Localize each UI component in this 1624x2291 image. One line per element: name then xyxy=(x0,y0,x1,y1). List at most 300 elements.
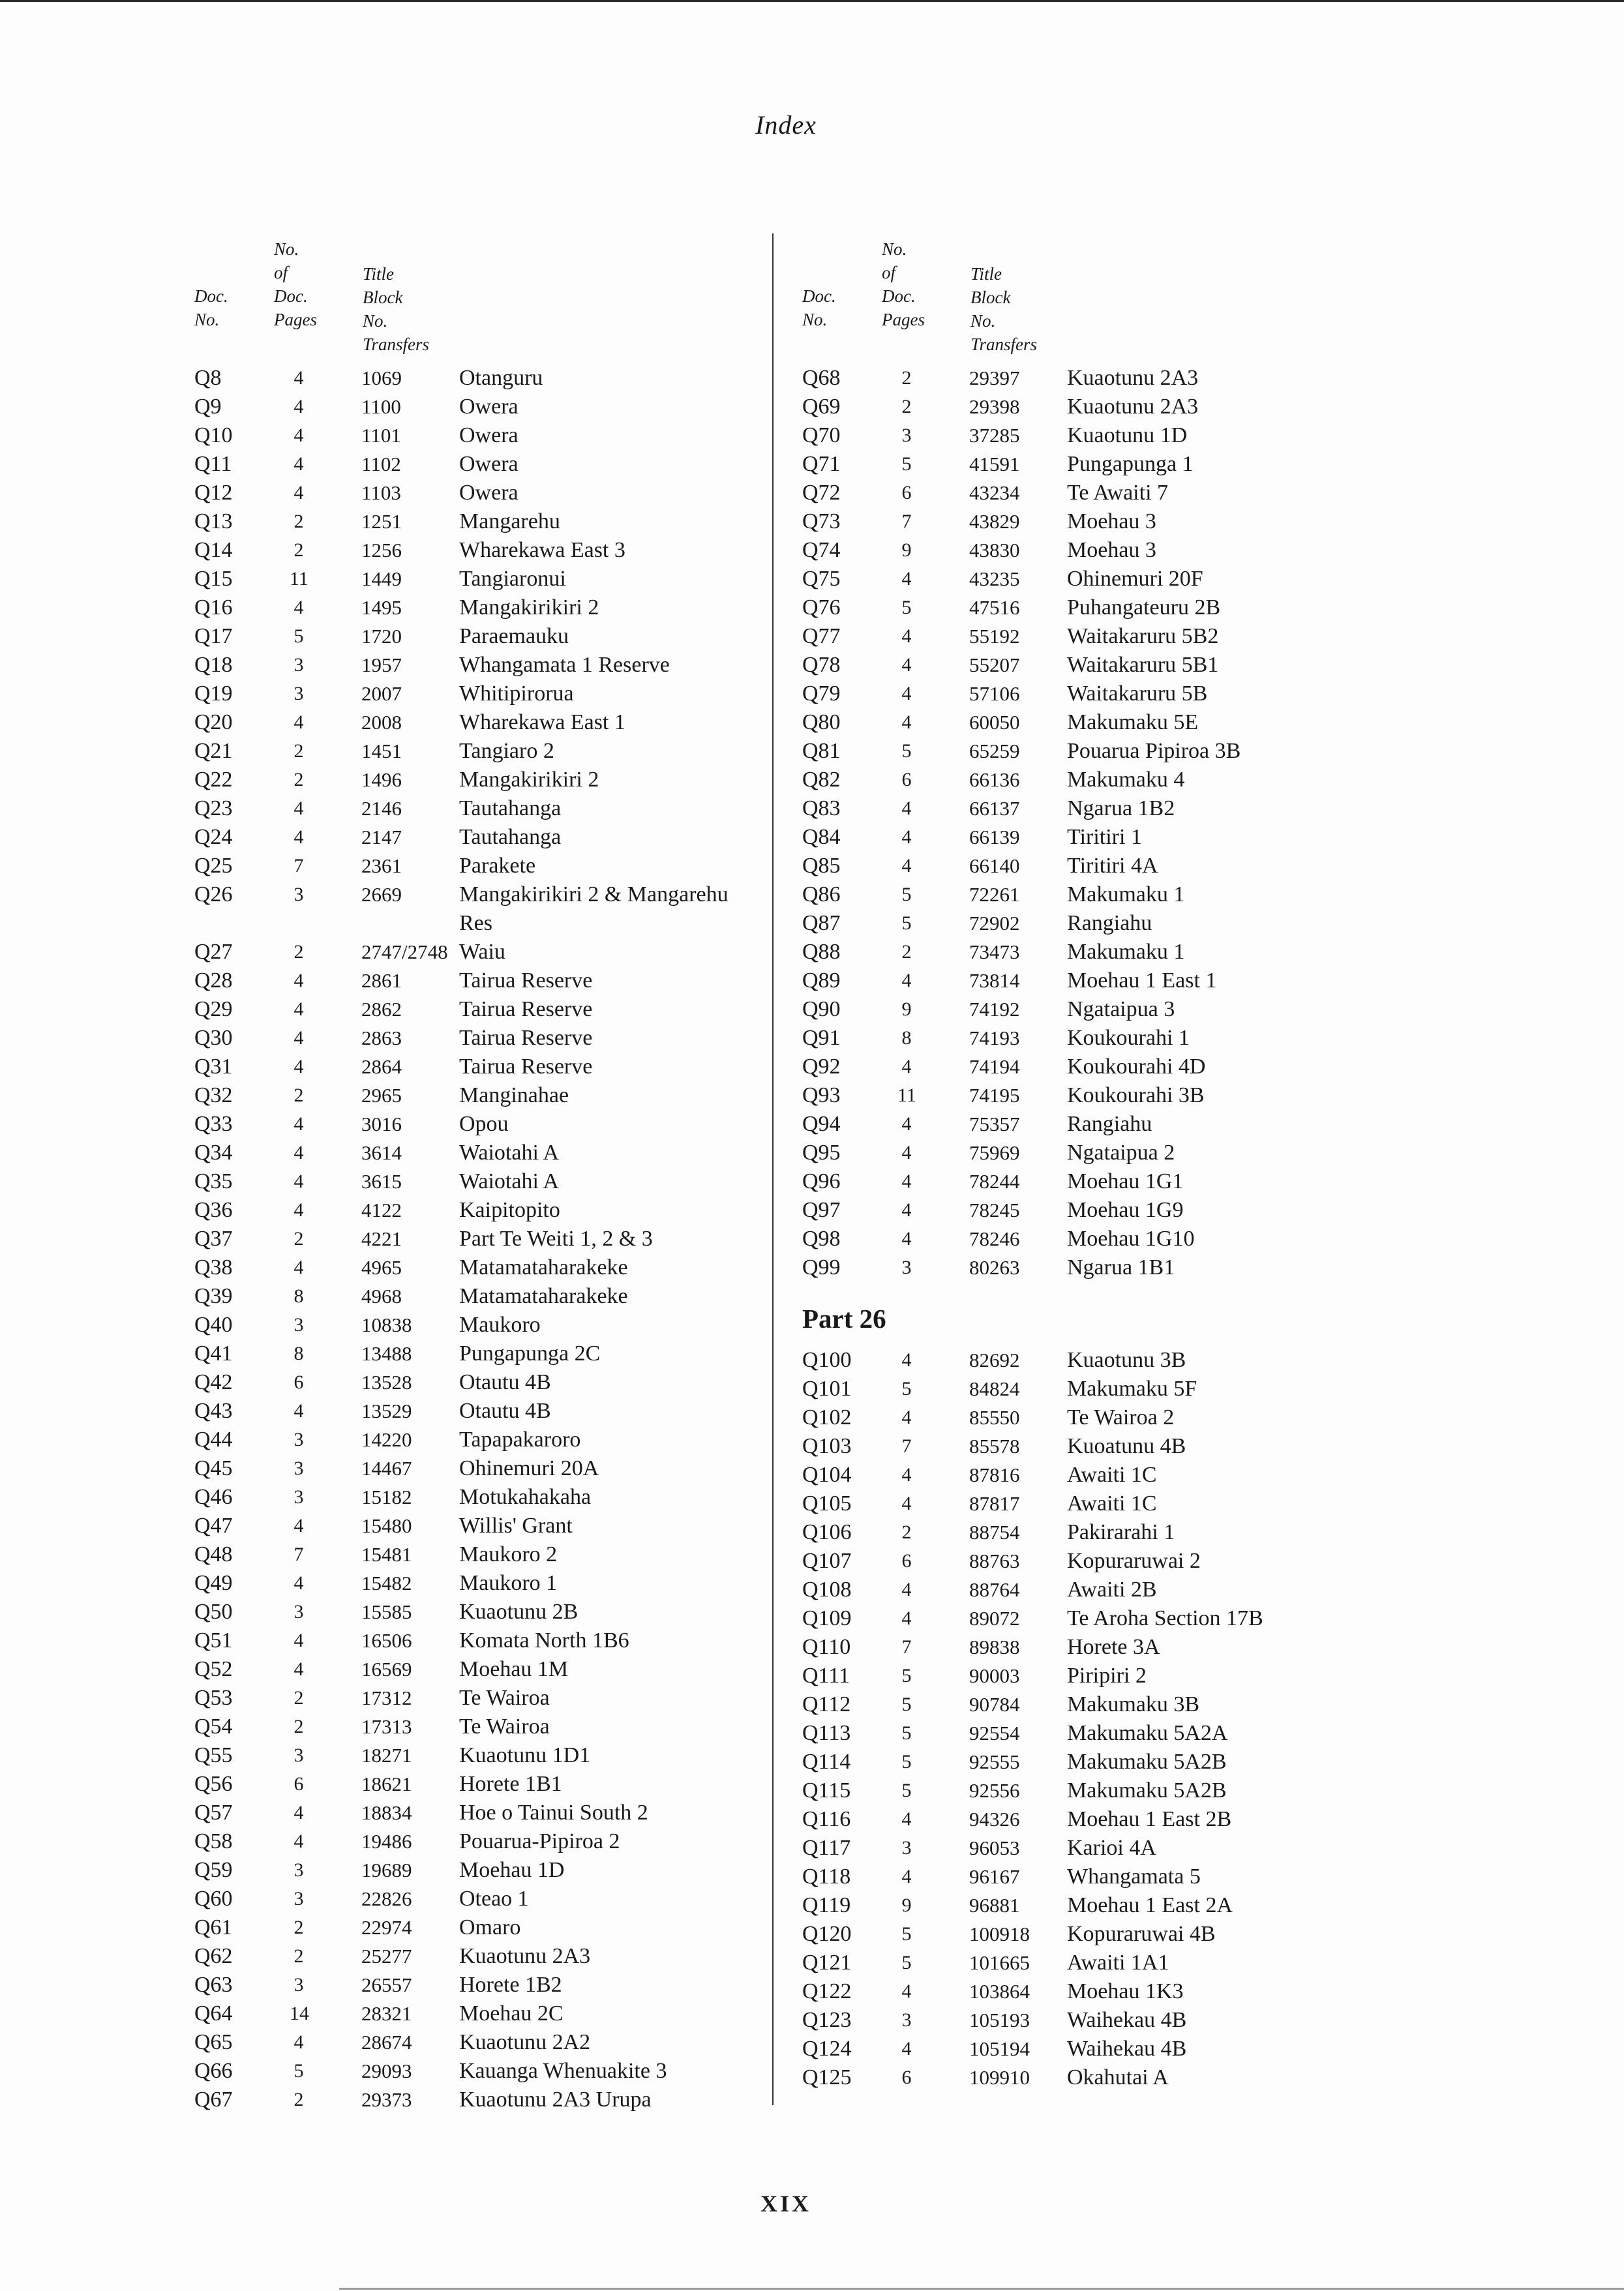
doc-number: Q83 xyxy=(802,796,841,820)
page-count: 3 xyxy=(293,1859,304,1881)
page-count: 4 xyxy=(901,1579,912,1600)
page-count: 4 xyxy=(901,654,912,676)
header-doc-no: Doc. No. xyxy=(802,286,836,329)
index-row xyxy=(802,938,1185,966)
title-block-number: 2747/2748 xyxy=(361,940,448,963)
block-name: Kauanga Whenuakite 3 xyxy=(459,2059,667,2083)
block-name: Awaiti 2B xyxy=(1067,1578,1157,1602)
page-count: 3 xyxy=(901,2009,912,2031)
doc-number: Q61 xyxy=(194,1915,233,1939)
block-name: Makumaku 5A2B xyxy=(1067,1750,1227,1774)
doc-number: Q90 xyxy=(802,997,841,1021)
title-block-number: 89838 xyxy=(969,1636,1020,1658)
page-count: 5 xyxy=(901,884,912,905)
block-name: Moehau 1M xyxy=(459,1657,569,1681)
title-block-number: 28321 xyxy=(361,2002,412,2025)
doc-number: Q63 xyxy=(194,1973,233,1997)
doc-number: Q49 xyxy=(194,1571,233,1595)
title-block-number: 60050 xyxy=(969,711,1020,734)
title-block-number: 96167 xyxy=(969,1865,1020,1888)
block-name: Hoe o Tainui South 2 xyxy=(459,1801,648,1825)
title-block-number: 84824 xyxy=(969,1377,1020,1400)
title-block-number: 15481 xyxy=(361,1543,412,1566)
page-count: 3 xyxy=(293,1974,304,1996)
title-block-number: 88754 xyxy=(969,1521,1020,1544)
page-count: 6 xyxy=(293,1773,304,1795)
doc-number: Q103 xyxy=(802,1434,852,1458)
doc-number: Q32 xyxy=(194,1083,233,1107)
block-name: Kuaotunu 2A3 xyxy=(1067,395,1199,419)
page-count: 4 xyxy=(293,1400,304,1422)
block-name: Maukoro 2 xyxy=(459,1542,558,1566)
block-name: Matamataharakeke xyxy=(459,1284,628,1308)
title-block-number: 26557 xyxy=(361,1973,412,1996)
page-count: 4 xyxy=(293,1056,304,1077)
index-row xyxy=(802,1863,1201,1891)
title-block-number: 78245 xyxy=(969,1199,1020,1221)
title-block-number: 89072 xyxy=(969,1607,1020,1630)
index-row xyxy=(802,995,1175,1024)
doc-number: Q87 xyxy=(802,911,841,935)
index-row xyxy=(802,1949,1169,1977)
page-count: 6 xyxy=(901,1550,912,1572)
block-name: Moehau 1K3 xyxy=(1067,1979,1184,2003)
doc-number: Q51 xyxy=(194,1628,233,1653)
block-name: Makumaku 5E xyxy=(1067,710,1199,734)
doc-number: Q11 xyxy=(194,452,232,476)
block-name: Puhangateuru 2B xyxy=(1067,595,1221,620)
title-block-number: 73473 xyxy=(969,940,1020,963)
block-name: Tairua Reserve xyxy=(459,997,593,1021)
index-column-right xyxy=(802,228,1263,2092)
doc-number: Q96 xyxy=(802,1169,841,1193)
block-name: Ngarua 1B2 xyxy=(1067,796,1175,820)
index-row xyxy=(802,1690,1200,1719)
index-row xyxy=(802,479,1169,507)
title-block-number: 3614 xyxy=(361,1141,402,1164)
page-count: 4 xyxy=(901,2038,912,2059)
title-block-number: 88763 xyxy=(969,1550,1020,1572)
title-block-number: 92556 xyxy=(969,1779,1020,1802)
doc-number: Q105 xyxy=(802,1491,852,1516)
block-name: Kopuraruwai 4B xyxy=(1067,1922,1216,1946)
page-count: 4 xyxy=(901,683,912,704)
block-name: Owera xyxy=(459,423,519,447)
page-count: 4 xyxy=(901,1866,912,1887)
block-name: Otanguru xyxy=(459,366,543,390)
title-block-number: 15482 xyxy=(361,1572,412,1595)
block-name: Moehau 1 East 2B xyxy=(1067,1807,1232,1831)
title-block-number: 72902 xyxy=(969,912,1020,935)
index-row xyxy=(802,1633,1160,1662)
index-row xyxy=(802,1225,1195,1253)
title-block-number: 82692 xyxy=(969,1349,1020,1371)
scan-edge-bottom xyxy=(339,2288,1624,2290)
page-count: 2 xyxy=(293,740,304,762)
block-name: Owera xyxy=(459,395,519,419)
page-count: 4 xyxy=(901,855,912,876)
doc-number: Q19 xyxy=(194,681,233,706)
title-block-number: 2008 xyxy=(361,711,402,734)
index-row xyxy=(802,966,1217,995)
block-name: Omaro xyxy=(459,1915,521,1939)
index-row xyxy=(802,1461,1157,1490)
index-row xyxy=(802,1053,1206,1081)
title-block-number: 1101 xyxy=(361,424,401,447)
page-count: 3 xyxy=(901,425,912,446)
block-name: Opou xyxy=(459,1112,509,1136)
title-block-number: 37285 xyxy=(969,424,1020,447)
block-name: Tairua Reserve xyxy=(459,968,593,993)
title-block-number: 2863 xyxy=(361,1026,402,1049)
title-block-number: 74193 xyxy=(969,1026,1020,1049)
title-block-number: 4965 xyxy=(361,1256,402,1279)
title-block-number: 17313 xyxy=(361,1715,412,1738)
page-count: 4 xyxy=(293,396,304,417)
block-name: Kuaotunu 2A3 xyxy=(459,1944,591,1968)
title-block-number: 105194 xyxy=(969,2037,1030,2060)
block-name: Te Wairoa xyxy=(459,1715,550,1739)
block-name: Mangarehu xyxy=(459,509,560,533)
page-count: 3 xyxy=(901,1257,912,1278)
doc-number: Q9 xyxy=(194,395,222,419)
page-count: 4 xyxy=(293,1515,304,1536)
page-number: XIX xyxy=(760,2191,811,2217)
index-row xyxy=(802,2035,1187,2063)
page-count: 4 xyxy=(901,970,912,991)
page-count: 7 xyxy=(901,1435,912,1457)
block-name: Horete 1B2 xyxy=(459,1973,562,1997)
index-row xyxy=(802,507,1156,536)
title-block-number: 43234 xyxy=(969,481,1020,504)
title-block-number: 4221 xyxy=(361,1227,402,1250)
title-block-number: 25277 xyxy=(361,1945,412,1968)
block-name: Pungapunga 2C xyxy=(459,1341,601,1366)
index-rows-right xyxy=(802,364,1241,1282)
part-heading: Part 26 xyxy=(802,1304,886,1334)
doc-number: Q55 xyxy=(194,1743,233,1767)
index-row xyxy=(802,1834,1156,1863)
doc-number: Q69 xyxy=(802,395,841,419)
doc-number: Q36 xyxy=(194,1198,233,1222)
title-block-number: 1103 xyxy=(361,481,401,504)
page-count: 3 xyxy=(293,1601,304,1623)
doc-number: Q38 xyxy=(194,1255,233,1280)
doc-number: Q10 xyxy=(194,423,233,447)
doc-number: Q78 xyxy=(802,653,841,677)
block-name: Moehau 1G10 xyxy=(1067,1227,1195,1251)
title-block-number: 87817 xyxy=(969,1492,1020,1515)
block-name: Willis' Grant xyxy=(459,1514,573,1538)
title-block-number: 101665 xyxy=(969,1951,1030,1974)
page-count: 4 xyxy=(901,1407,912,1428)
header-title-block: Title Block No. Transfers xyxy=(363,264,430,354)
title-block-number: 75969 xyxy=(969,1141,1020,1164)
page-count: 3 xyxy=(293,1486,304,1508)
page-count: 5 xyxy=(901,1780,912,1801)
block-name: Te Awaiti 7 xyxy=(1067,481,1169,505)
block-name: Whangamata 5 xyxy=(1067,1864,1201,1889)
title-block-number: 74195 xyxy=(969,1084,1020,1107)
block-name: Koukourahi 3B xyxy=(1067,1083,1205,1107)
index-row xyxy=(802,2006,1187,2035)
block-name: Matamataharakeke xyxy=(459,1255,628,1280)
page-count: 2 xyxy=(293,2089,304,2110)
block-name: Tiritiri 4A xyxy=(1067,854,1158,878)
page-count: 6 xyxy=(901,482,912,503)
title-block-number: 41591 xyxy=(969,453,1020,475)
page-count: 7 xyxy=(293,1544,304,1565)
title-block-number: 13528 xyxy=(361,1371,412,1394)
page-count: 7 xyxy=(901,511,912,532)
doc-number: Q71 xyxy=(802,452,841,476)
doc-number: Q124 xyxy=(802,2037,852,2061)
title-block-number: 18834 xyxy=(361,1801,412,1824)
block-name: Whangamata 1 Reserve xyxy=(459,653,670,677)
block-name: Makumaku 4 xyxy=(1067,768,1185,792)
index-row xyxy=(802,852,1158,880)
page-count: 2 xyxy=(293,1945,304,1967)
doc-number: Q43 xyxy=(194,1399,233,1423)
title-block-number: 1957 xyxy=(361,653,402,676)
title-block-number: 66137 xyxy=(969,797,1020,820)
page-count: 4 xyxy=(901,1981,912,2002)
block-name: Koukourahi 4D xyxy=(1067,1055,1206,1079)
title-block-number: 66140 xyxy=(969,854,1020,877)
title-block-number: 1451 xyxy=(361,740,402,762)
block-name: Makumaku 5A2B xyxy=(1067,1778,1227,1803)
title-block-number: 100918 xyxy=(969,1923,1030,1945)
page-count: 4 xyxy=(293,1257,304,1278)
page-count: 4 xyxy=(293,425,304,446)
doc-number: Q52 xyxy=(194,1657,233,1681)
block-name: Waiotahi A xyxy=(459,1141,560,1165)
block-name: Parakete xyxy=(459,854,536,878)
block-name: Waihekau 4B xyxy=(1067,2008,1187,2032)
page-count: 11 xyxy=(897,1085,916,1106)
index-row xyxy=(802,1719,1228,1748)
block-name: Horete 1B1 xyxy=(459,1772,562,1796)
title-block-number: 10838 xyxy=(361,1313,412,1336)
page-count: 6 xyxy=(293,1371,304,1393)
title-block-number: 78246 xyxy=(969,1227,1020,1250)
title-block-number: 55192 xyxy=(969,625,1020,648)
block-name: Owera xyxy=(459,481,519,505)
doc-number: Q76 xyxy=(802,595,841,620)
page-count: 6 xyxy=(901,769,912,790)
title-block-number: 1100 xyxy=(361,395,401,418)
page-count: 4 xyxy=(901,798,912,819)
page-count: 4 xyxy=(293,798,304,819)
doc-number: Q118 xyxy=(802,1864,851,1889)
doc-number: Q22 xyxy=(194,768,233,792)
doc-number: Q91 xyxy=(802,1026,841,1050)
block-name: Te Wairoa 2 xyxy=(1067,1405,1175,1430)
page-count: 2 xyxy=(293,511,304,532)
block-name: Whitipirorua xyxy=(459,681,574,706)
page-count: 4 xyxy=(293,1802,304,1823)
page-count: 4 xyxy=(901,1464,912,1486)
title-block-number: 1256 xyxy=(361,539,402,562)
title-block-number: 15585 xyxy=(361,1600,412,1623)
page-count: 4 xyxy=(293,711,304,733)
block-name: Awaiti 1C xyxy=(1067,1491,1157,1516)
doc-number: Q79 xyxy=(802,681,841,706)
doc-number: Q116 xyxy=(802,1807,851,1831)
title-block-number: 13529 xyxy=(361,1400,412,1422)
block-name: Makumaku 3B xyxy=(1067,1692,1200,1716)
block-name: Makumaku 5F xyxy=(1067,1377,1197,1401)
index-row xyxy=(802,393,1199,421)
block-name: Makumaku 1 xyxy=(1067,882,1185,906)
page-count: 4 xyxy=(293,1572,304,1594)
page-count: 4 xyxy=(293,1831,304,1852)
scan-edge-top xyxy=(0,0,1624,2)
title-block-number: 29093 xyxy=(361,2059,412,2082)
title-block-number: 4968 xyxy=(361,1285,402,1308)
title-block-number: 15182 xyxy=(361,1486,412,1508)
title-block-number: 92555 xyxy=(969,1750,1020,1773)
index-row xyxy=(802,1196,1184,1225)
block-name: Waiotahi A xyxy=(459,1169,560,1193)
doc-number: Q72 xyxy=(802,481,841,505)
block-name: Moehau 1G1 xyxy=(1067,1169,1184,1193)
block-name: Ngataipua 2 xyxy=(1067,1141,1175,1165)
block-name: Tautahanga xyxy=(459,825,562,849)
block-name: Kopuraruwai 2 xyxy=(1067,1549,1201,1573)
page-count: 3 xyxy=(293,1888,304,1909)
page-count: 3 xyxy=(293,1429,304,1450)
doc-number: Q28 xyxy=(194,968,233,993)
page-count: 5 xyxy=(901,453,912,475)
page-count: 8 xyxy=(901,1027,912,1049)
page-count: 14 xyxy=(290,2003,309,2024)
block-name: Waitakaruru 5B2 xyxy=(1067,624,1219,648)
block-name: Te Wairoa xyxy=(459,1686,550,1710)
doc-number: Q13 xyxy=(194,509,233,533)
doc-number: Q104 xyxy=(802,1463,852,1487)
doc-number: Q41 xyxy=(194,1341,233,1366)
block-name: Kuaotunu 2A2 xyxy=(459,2030,591,2054)
index-row xyxy=(802,1805,1232,1834)
doc-number: Q120 xyxy=(802,1922,852,1946)
title-block-number: 14220 xyxy=(361,1428,412,1451)
doc-number: Q31 xyxy=(194,1055,233,1079)
index-row xyxy=(802,1776,1227,1805)
doc-number: Q25 xyxy=(194,854,233,878)
block-name: Manginahae xyxy=(459,1083,569,1107)
page-count: 4 xyxy=(293,1199,304,1221)
title-block-number: 66139 xyxy=(969,826,1020,848)
title-block-number: 2669 xyxy=(361,883,402,906)
index-row xyxy=(802,450,1194,479)
doc-number: Q106 xyxy=(802,1520,852,1544)
title-block-number: 88764 xyxy=(969,1578,1020,1601)
doc-number: Q68 xyxy=(802,366,841,390)
page-count: 2 xyxy=(293,1917,304,1938)
page-count: 5 xyxy=(293,2060,304,2082)
doc-number: Q39 xyxy=(194,1284,233,1308)
page-count: 5 xyxy=(901,1694,912,1715)
block-name: Awaiti 1A1 xyxy=(1067,1951,1169,1975)
doc-number: Q44 xyxy=(194,1428,233,1452)
page-count: 3 xyxy=(901,1837,912,1859)
doc-number: Q82 xyxy=(802,768,841,792)
page-count: 4 xyxy=(901,1349,912,1371)
doc-number: Q117 xyxy=(802,1836,851,1860)
index-row xyxy=(802,680,1208,708)
block-name: Kuaotunu 3B xyxy=(1067,1348,1186,1372)
doc-number: Q57 xyxy=(194,1801,233,1825)
block-name: Ohinemuri 20F xyxy=(1067,567,1203,591)
page-count: 3 xyxy=(293,1744,304,1766)
block-name: Waihekau 4B xyxy=(1067,2037,1187,2061)
page-count: 6 xyxy=(901,2067,912,2088)
page-count: 5 xyxy=(901,1923,912,1945)
title-block-number: 105193 xyxy=(969,2009,1030,2031)
page-count: 4 xyxy=(901,1142,912,1163)
title-block-number: 19689 xyxy=(361,1859,412,1881)
doc-number: Q102 xyxy=(802,1405,852,1430)
block-name: Wharekawa East 1 xyxy=(459,710,625,734)
doc-number: Q23 xyxy=(194,796,233,820)
title-block-number: 13488 xyxy=(361,1342,412,1365)
index-row xyxy=(802,1375,1197,1403)
page-count: 4 xyxy=(901,1493,912,1514)
doc-number: Q94 xyxy=(802,1112,841,1136)
index-row xyxy=(802,823,1142,852)
index-row xyxy=(802,1167,1184,1196)
title-block-number: 2007 xyxy=(361,682,402,705)
doc-number: Q50 xyxy=(194,1600,233,1624)
doc-number: Q123 xyxy=(802,2008,852,2032)
block-name: Makumaku 5A2A xyxy=(1067,1721,1228,1745)
doc-number: Q77 xyxy=(802,624,841,648)
index-row xyxy=(802,1139,1175,1167)
title-block-number: 3615 xyxy=(361,1170,402,1193)
title-block-number: 43829 xyxy=(969,510,1020,533)
index-row xyxy=(802,708,1199,737)
page-count: 4 xyxy=(293,453,304,475)
block-name: Maukoro xyxy=(459,1313,541,1337)
page-count: 9 xyxy=(901,998,912,1020)
block-name: Komata North 1B6 xyxy=(459,1628,629,1653)
doc-number: Q18 xyxy=(194,653,233,677)
page-count: 4 xyxy=(293,970,304,991)
page-count: 4 xyxy=(901,1056,912,1077)
index-row xyxy=(802,1977,1184,2006)
page-count: 4 xyxy=(901,1228,912,1250)
page-count: 7 xyxy=(293,855,304,876)
index-row xyxy=(802,1346,1186,1375)
doc-number: Q86 xyxy=(802,882,841,906)
doc-number: Q97 xyxy=(802,1198,841,1222)
page-count: 4 xyxy=(293,482,304,503)
column-headers xyxy=(802,228,1038,354)
block-name: Pouarua-Pipiroa 2 xyxy=(459,1829,620,1853)
title-block-number: 2361 xyxy=(361,854,402,877)
doc-number: Q75 xyxy=(802,567,841,591)
page-count: 4 xyxy=(293,597,304,618)
doc-number: Q99 xyxy=(802,1255,841,1280)
title-block-number: 1449 xyxy=(361,567,402,590)
page-count: 9 xyxy=(901,1894,912,1916)
title-block-number: 18621 xyxy=(361,1773,412,1795)
doc-number: Q114 xyxy=(802,1750,851,1774)
doc-number: Q27 xyxy=(194,940,233,964)
title-block-number: 29398 xyxy=(969,395,1020,418)
index-row xyxy=(802,1490,1157,1518)
